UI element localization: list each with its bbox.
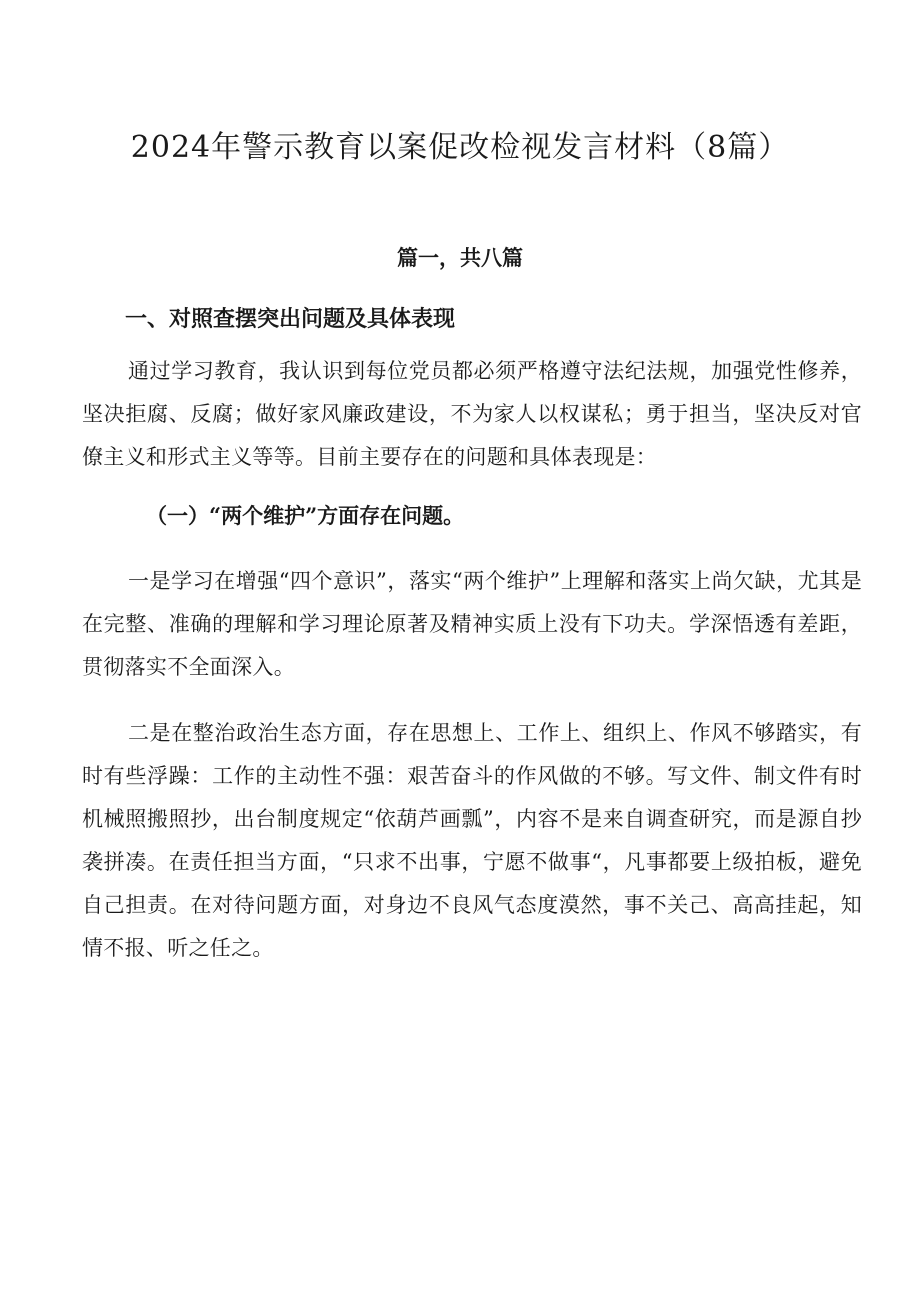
paragraph-point-one: 一是学习在增强“四个意识”，落实“两个维护”上理解和落实上尚欠缺，尤其是在完整、准确的理解和学习理论原著及精神实质上没有下功夫。学深悟透有差距，贯彻落实不全面深入。 bbox=[82, 569, 862, 679]
section-heading: 一、对照查摆突出问题及具体表现 bbox=[125, 307, 456, 332]
part-heading: 篇一，共八篇 bbox=[397, 245, 523, 270]
document-title: 2024年警示教育以案促改检视发言材料（8篇） bbox=[130, 130, 790, 165]
sub-heading: （一）“两个维护”方面存在问题。 bbox=[146, 503, 465, 528]
paragraph-point-two: 二是在整治政治生态方面，存在思想上、工作上、组织上、作风不够踏实，有时有些浮躁：工作的主动性不强：艰苦奋斗的作风做的不够。写文件、制文件有时机械照搬照抄，出台制度规定“依葫芦画瓢”，内容不是来自调查研究，而是源自抄袭拼凑。在责任担当方面，“只求不出事，宁愿不做事“，凡事都要上级拍板，避免自己担责。在对待问题方面，对身边不良风气态度漠然，事不关己、高高挂起，知情不报、听之任之。 bbox=[82, 721, 862, 960]
paragraph-intro: 通过学习教育，我认识到每位党员都必须严格遵守法纪法规，加强党性修养，坚决拒腐、反腐；做好家风廉政建设，不为家人以权谋私；勇于担当，坚决反对官僚主义和形式主义等等。目前主要存在的问题和具体表现是： bbox=[82, 359, 862, 469]
